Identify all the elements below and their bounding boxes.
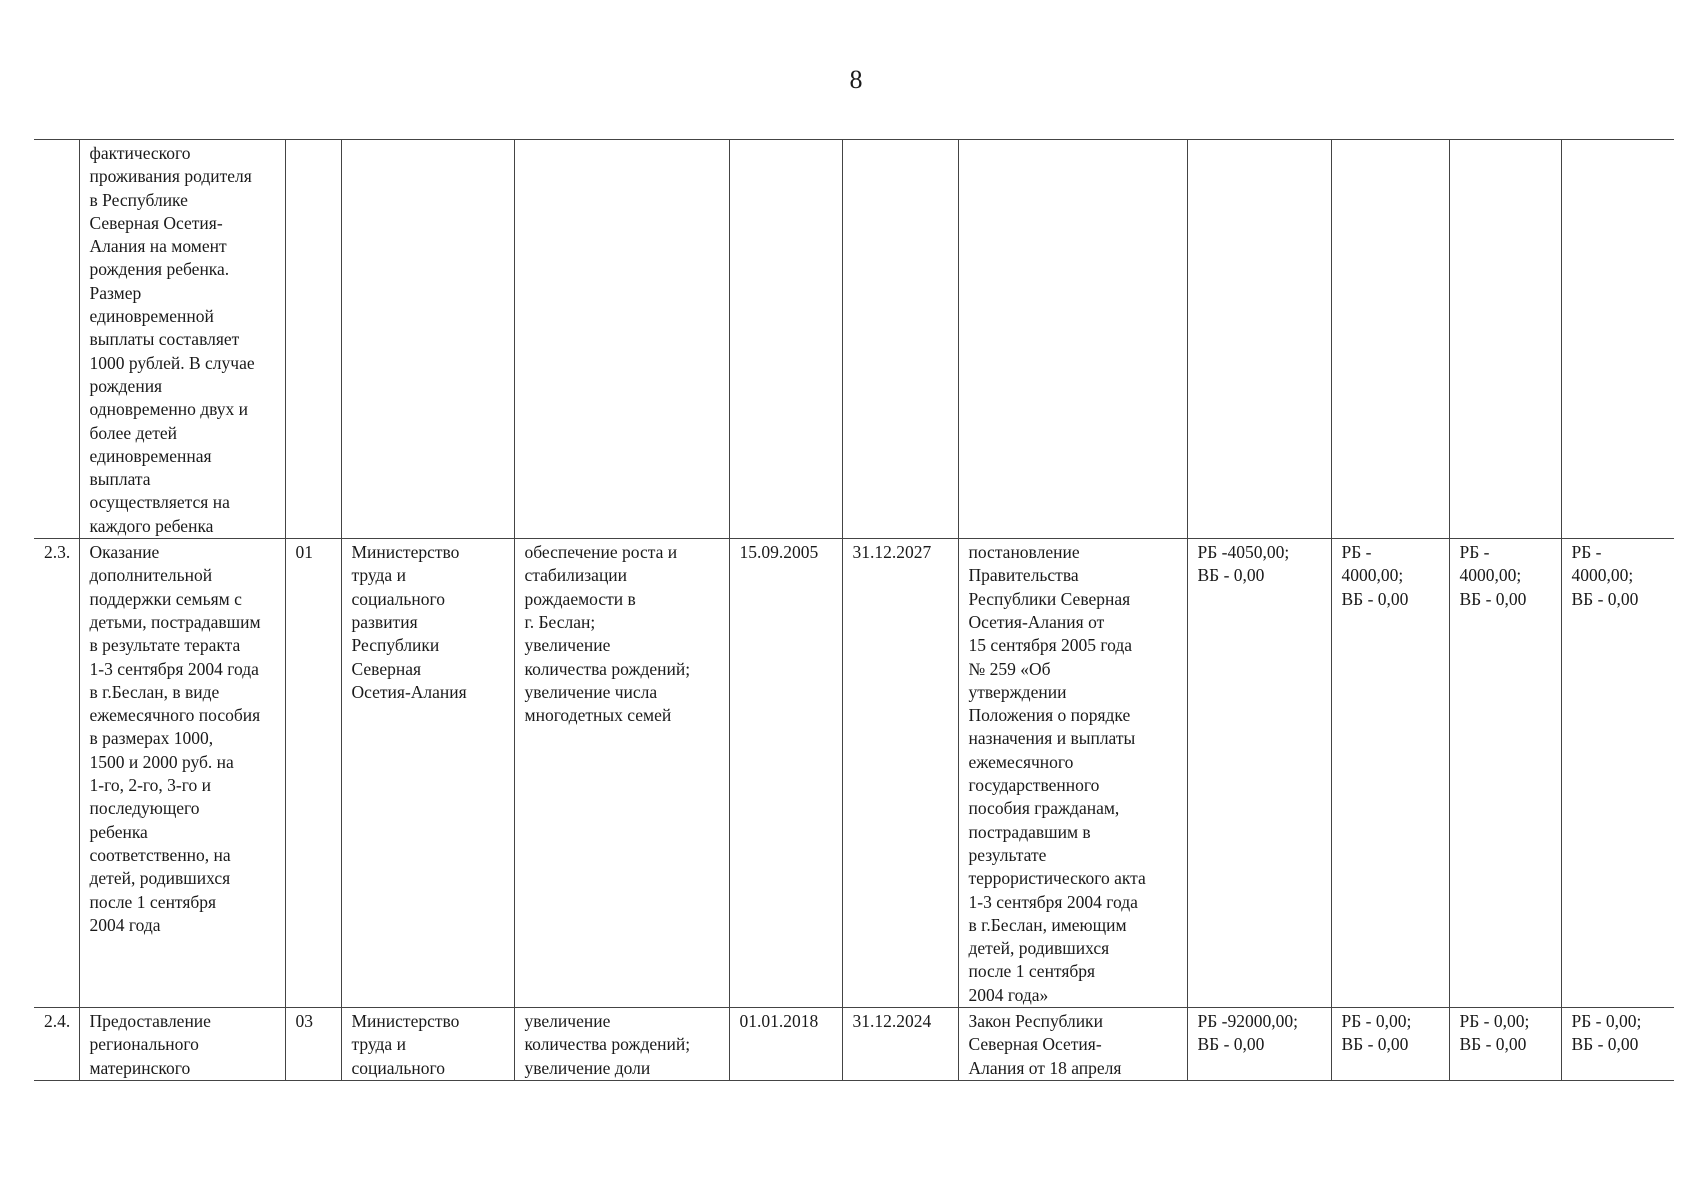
end-date-cell: 31.12.2027 bbox=[842, 539, 958, 1008]
measure-name-cell: фактического проживания родителя в Республике Северная Осетия- Алания на момент рождения ребенка. Размер единовременной выплаты составляет 1000 рублей. В случае рождения одновременно двух и более детей единовременная выплата осуществляется на каждого ребенка bbox=[79, 140, 285, 539]
legal-basis-cell: постановление Правительства Республики Северная Осетия-Алания от 15 сентября 2005 года № 259 «Об утверждении Положения о порядке назначения и выплаты ежемесячного государственного пособия гражданам, пострадавшим в результате террористического акта 1-3 сентября 2004 года в г.Беслан, имеющим детей, родившихся после 1 сентября 2004 года» bbox=[958, 539, 1187, 1008]
row-number-cell bbox=[34, 140, 79, 539]
table-row bbox=[34, 140, 1674, 539]
executor-cell: Министерство труда и социального развития Республики Северная Осетия-Алания bbox=[341, 539, 514, 1008]
funding-cell-3: РБ - 4000,00; ВБ - 0,00 bbox=[1449, 539, 1561, 1008]
legal-basis-cell: Закон Республики Северная Осетия- Алания от 18 апреля bbox=[958, 1007, 1187, 1080]
page-number: 8 bbox=[849, 65, 863, 94]
executor-cell bbox=[341, 140, 514, 539]
goal-cell: увеличение количества рождений; увеличение доли bbox=[514, 1007, 729, 1080]
code-cell: 01 bbox=[285, 539, 341, 1008]
funding-cell-1 bbox=[1187, 140, 1331, 539]
measure-name-cell: Оказание дополнительной поддержки семьям с детьми, пострадавшим в результате теракта 1-3 сентября 2004 года в г.Беслан, в виде ежемесячного пособия в размерах 1000, 1500 и 2000 руб. на 1-го, 2-го, 3-го и последующего ребенка соответственно, на детей, родившихся после 1 сентября 2004 года bbox=[79, 539, 285, 1008]
row-number-cell: 2.3. bbox=[34, 539, 79, 1008]
funding-cell-4: РБ - 4000,00; ВБ - 0,00 bbox=[1561, 539, 1674, 1008]
start-date-cell: 01.01.2018 bbox=[729, 1007, 842, 1080]
program-measures-table bbox=[34, 139, 1674, 1081]
funding-cell-4: РБ - 0,00; ВБ - 0,00 bbox=[1561, 1007, 1674, 1080]
end-date-cell: 31.12.2024 bbox=[842, 1007, 958, 1080]
start-date-cell bbox=[729, 140, 842, 539]
measure-name-cell: Предоставление регионального материнского bbox=[79, 1007, 285, 1080]
funding-cell-2: РБ - 4000,00; ВБ - 0,00 bbox=[1331, 539, 1449, 1008]
funding-cell-3 bbox=[1449, 140, 1561, 539]
funding-cell-2 bbox=[1331, 140, 1449, 539]
funding-cell-1: РБ -92000,00; ВБ - 0,00 bbox=[1187, 1007, 1331, 1080]
funding-cell-3: РБ - 0,00; ВБ - 0,00 bbox=[1449, 1007, 1561, 1080]
code-cell: 03 bbox=[285, 1007, 341, 1080]
goal-cell: обеспечение роста и стабилизации рождаемости в г. Беслан; увеличение количества рождений; увеличение числа многодетных семей bbox=[514, 539, 729, 1008]
end-date-cell bbox=[842, 140, 958, 539]
code-cell bbox=[285, 140, 341, 539]
start-date-cell: 15.09.2005 bbox=[729, 539, 842, 1008]
table-row bbox=[34, 539, 1674, 1008]
funding-cell-1: РБ -4050,00; ВБ - 0,00 bbox=[1187, 539, 1331, 1008]
funding-cell-4 bbox=[1561, 140, 1674, 539]
funding-cell-2: РБ - 0,00; ВБ - 0,00 bbox=[1331, 1007, 1449, 1080]
table-row bbox=[34, 1007, 1674, 1080]
row-number-cell: 2.4. bbox=[34, 1007, 79, 1080]
goal-cell bbox=[514, 140, 729, 539]
executor-cell: Министерство труда и социального bbox=[341, 1007, 514, 1080]
legal-basis-cell bbox=[958, 140, 1187, 539]
